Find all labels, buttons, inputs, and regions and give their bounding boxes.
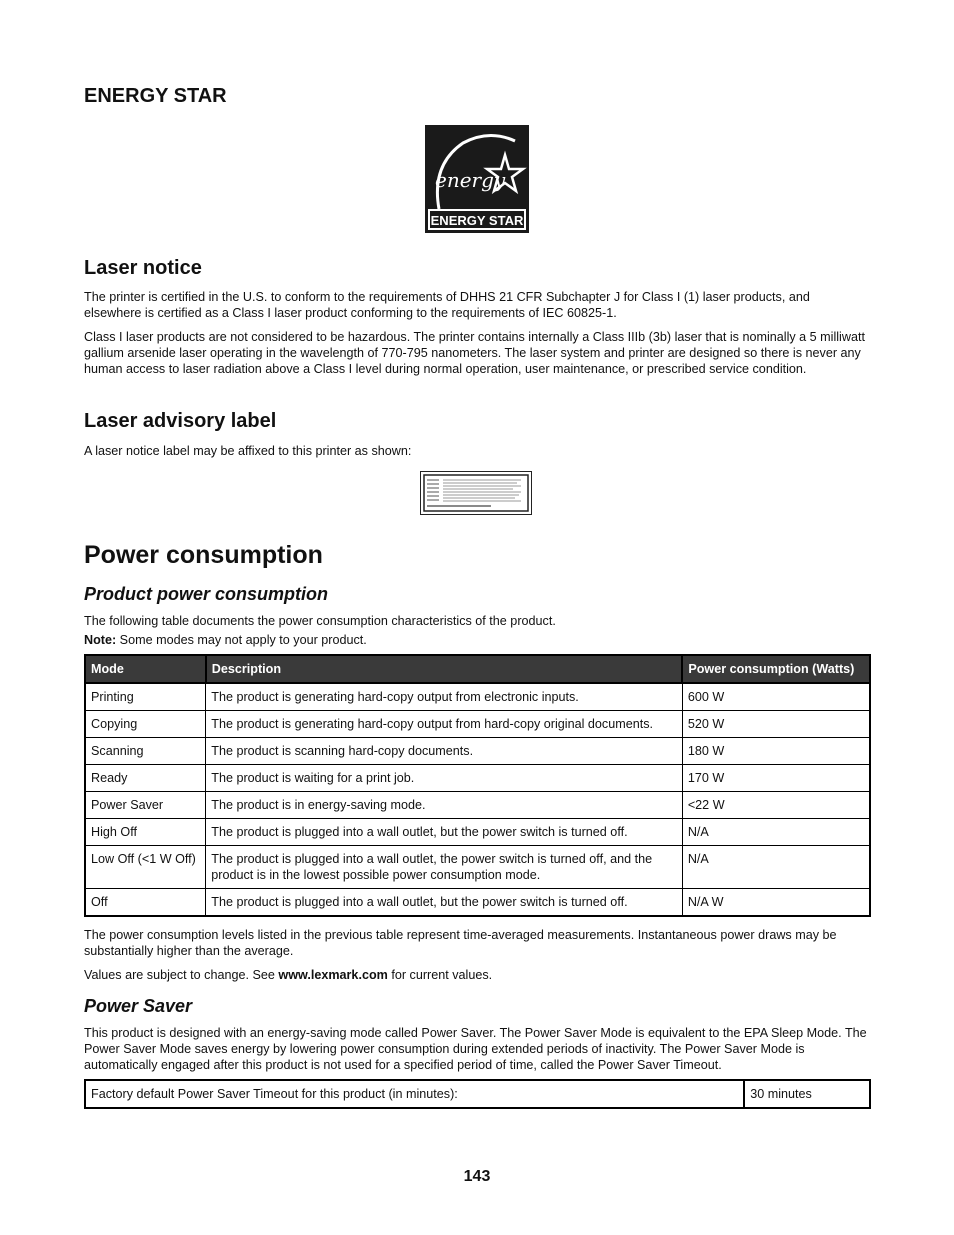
lexmark-link[interactable]: www.lexmark.com bbox=[278, 968, 388, 982]
cell-description: The product is generating hard-copy output from hard-copy original documents. bbox=[206, 711, 683, 738]
cell-watts: 600 W bbox=[682, 683, 870, 711]
table-row bbox=[85, 711, 870, 738]
cell-description: The product is plugged into a wall outlet, but the power switch is turned off. bbox=[206, 819, 683, 846]
after2-post: for current values. bbox=[387, 968, 493, 982]
cell-mode: Low Off (<1 W Off) bbox=[85, 846, 206, 889]
energy-star-icon bbox=[425, 125, 529, 233]
table-row bbox=[85, 1080, 870, 1108]
timeout-label: Factory default Power Saver Timeout for this product (in minutes): bbox=[85, 1080, 744, 1108]
cell-watts: <22 W bbox=[682, 792, 870, 819]
table-row bbox=[85, 683, 870, 711]
cell-description: The product is waiting for a print job. bbox=[206, 765, 683, 792]
col-header-watts: Power consumption (Watts) bbox=[682, 655, 870, 683]
cell-watts: 170 W bbox=[682, 765, 870, 792]
after2-pre: Values are subject to change. See bbox=[84, 968, 279, 982]
laser-label-icon bbox=[421, 472, 531, 514]
energy-star-heading: ENERGY STAR bbox=[84, 85, 227, 107]
product-power-heading: Product power consumption bbox=[84, 584, 329, 604]
cell-watts: N/A W bbox=[682, 889, 870, 917]
laser-notice-heading: Laser notice bbox=[84, 257, 202, 279]
cell-watts: N/A bbox=[682, 846, 870, 889]
cell-watts: 520 W bbox=[682, 711, 870, 738]
timeout-value: 30 minutes bbox=[744, 1080, 870, 1108]
power-after-p2 bbox=[84, 967, 870, 983]
power-table bbox=[84, 654, 871, 917]
table-row bbox=[85, 792, 870, 819]
logo-script-text: energy bbox=[435, 168, 506, 192]
energy-star-logo bbox=[425, 125, 529, 233]
logo-caption: ENERGY STAR bbox=[430, 213, 524, 228]
table-row bbox=[85, 738, 870, 765]
cell-mode: High Off bbox=[85, 819, 206, 846]
page-number: 143 bbox=[463, 1168, 491, 1185]
cell-mode: Scanning bbox=[85, 738, 206, 765]
cell-description: The product is in energy-saving mode. bbox=[206, 792, 683, 819]
laser-notice-p1: The printer is certified in the U.S. to conform to the requirements of DHHS 21 CFR Subchapter J for Class I (1) laser products, and elsewhere is certified as a Class I laser product conforming to the requirements of IEC 60825-1. bbox=[84, 290, 810, 320]
cell-mode: Power Saver bbox=[85, 792, 206, 819]
table-row bbox=[85, 889, 870, 917]
laser-advisory-heading: Laser advisory label bbox=[84, 410, 277, 432]
power-saver-p1: This product is designed with an energy-saving mode called Power Saver. The Power Saver Mode is equivalent to the EPA Sleep Mode. The Power Saver Mode saves energy by lowering power consumption during extended periods of inactivity. The Power Saver Mode is automatically engaged after this product is not used for a specified period of time, called the Power Saver Timeout. bbox=[84, 1026, 867, 1072]
cell-mode: Off bbox=[85, 889, 206, 917]
cell-description: The product is generating hard-copy output from electronic inputs. bbox=[206, 683, 683, 711]
note-text: Some modes may not apply to your product. bbox=[116, 633, 367, 647]
table-row bbox=[85, 846, 870, 889]
table-row bbox=[85, 765, 870, 792]
note-label: Note: bbox=[84, 633, 117, 647]
table-row bbox=[85, 819, 870, 846]
cell-description: The product is scanning hard-copy documents. bbox=[206, 738, 683, 765]
cell-watts: 180 W bbox=[682, 738, 870, 765]
laser-notice-p2: Class I laser products are not considered to be hazardous. The printer contains internally a Class IIIb (3b) laser that is nominally a 5 milliwatt gallium arsenide laser operating in the wavelength of 770-795 nanometers. The laser system and printer are designed so there is never any human access to laser radiation above a Class I level during normal operation, user maintenance, or prescribed service condition. bbox=[84, 330, 865, 376]
laser-advisory-p1: A laser notice label may be affixed to this printer as shown: bbox=[84, 444, 412, 458]
power-note bbox=[84, 632, 870, 648]
col-header-mode: Mode bbox=[85, 655, 206, 683]
col-header-description: Description bbox=[206, 655, 683, 683]
cell-mode: Copying bbox=[85, 711, 206, 738]
cell-watts: N/A bbox=[682, 819, 870, 846]
power-intro: The following table documents the power consumption characteristics of the product. bbox=[84, 614, 556, 628]
cell-mode: Printing bbox=[85, 683, 206, 711]
power-saver-heading: Power Saver bbox=[84, 996, 193, 1016]
laser-label-image bbox=[420, 471, 532, 515]
cell-description: The product is plugged into a wall outlet, the power switch is turned off, and the product is in the lowest possible power consumption mode. bbox=[206, 846, 683, 889]
power-after-p1: The power consumption levels listed in the previous table represent time-averaged measurements. Instantaneous power draws may be substantially higher than the average. bbox=[84, 928, 837, 958]
cell-mode: Ready bbox=[85, 765, 206, 792]
power-consumption-heading: Power consumption bbox=[84, 541, 323, 569]
power-saver-timeout-table bbox=[84, 1079, 871, 1109]
cell-description: The product is plugged into a wall outlet, but the power switch is turned off. bbox=[206, 889, 683, 917]
